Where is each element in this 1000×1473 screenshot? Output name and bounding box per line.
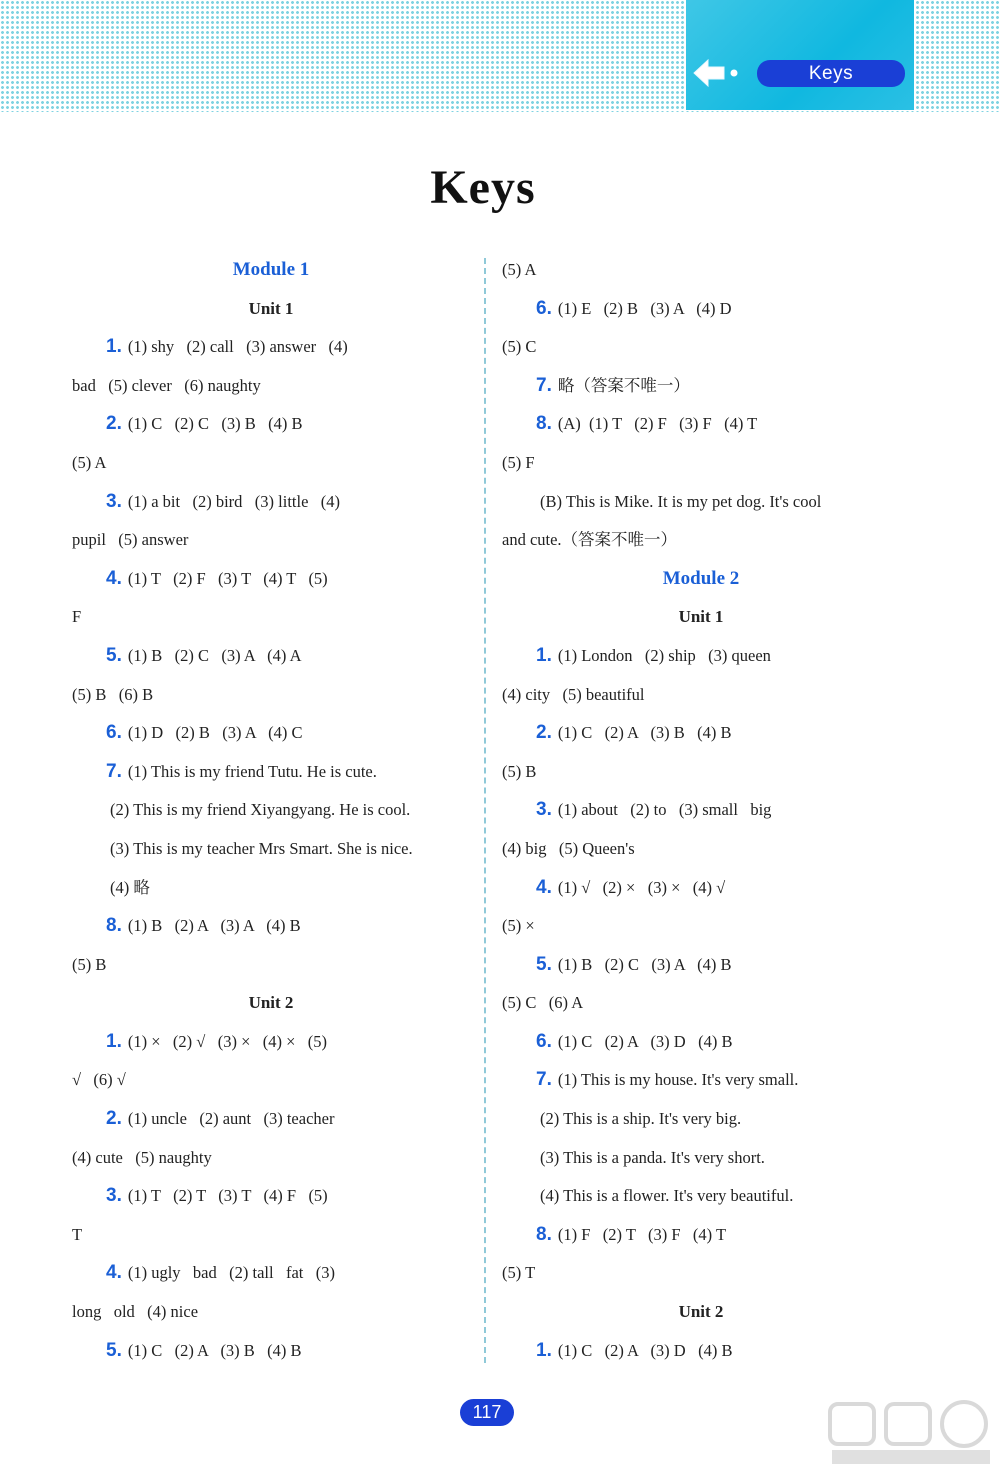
answer-text: (1) F (2) T (3) F (4) T xyxy=(557,1224,727,1244)
answer-continuation: pupil (5) answer xyxy=(72,530,189,550)
answer-continuation: (5) C xyxy=(502,337,537,357)
answer-item xyxy=(72,713,470,752)
answer-item xyxy=(502,790,900,829)
answer-text: (1) London (2) ship (3) queen xyxy=(557,645,771,665)
question-number: 1. xyxy=(536,644,552,666)
question-number: 2. xyxy=(536,722,552,744)
answer-item xyxy=(502,1215,900,1254)
question-number: 3. xyxy=(536,799,552,821)
answer-subline: (4) 略 xyxy=(110,877,150,897)
answer-continuation: bad (5) clever (6) naughty xyxy=(72,375,261,395)
question-number: 1. xyxy=(536,1339,552,1361)
answer-item xyxy=(72,1331,470,1370)
answer-text: (1) uncle (2) aunt (3) teacher xyxy=(127,1109,335,1129)
answer-text: (1) D (2) B (3) A (4) C xyxy=(127,723,303,743)
answer-continuation: (5) F xyxy=(502,452,535,472)
answer-continuation: F xyxy=(72,607,82,627)
answer-subline: (B) This is Mike. It is my pet dog. It's cool xyxy=(540,491,822,511)
page-title: Keys xyxy=(430,161,536,214)
answer-item xyxy=(502,289,900,328)
answer-text: (1) about (2) to (3) small big xyxy=(557,800,772,820)
answer-item xyxy=(502,636,900,675)
answer-text: (1) C (2) A (3) B (4) B xyxy=(557,723,732,743)
answer-continuation: (4) city (5) beautiful xyxy=(502,684,645,704)
answer-text: (1) T (2) T (3) T (4) F (5) xyxy=(127,1186,328,1206)
answer-subline: (3) This is my teacher Mrs Smart. She is nice. xyxy=(110,838,413,858)
watermark-logo xyxy=(826,1398,996,1468)
question-number: 4. xyxy=(106,1262,122,1284)
answer-continuation: T xyxy=(72,1224,83,1244)
answer-continuation: (4) big (5) Queen's xyxy=(502,838,635,858)
answer-item xyxy=(502,868,900,907)
answer-text: (1) B (2) C (3) A (4) A xyxy=(127,645,302,665)
answer-item xyxy=(72,559,470,598)
answer-continuation: (5) × xyxy=(502,916,535,936)
answer-item xyxy=(72,636,470,675)
question-number: 3. xyxy=(106,490,122,512)
answer-continuation: and cute.（答案不唯一） xyxy=(502,530,678,550)
answer-item xyxy=(502,713,900,752)
question-number: 7. xyxy=(536,1069,552,1091)
answer-text: (1) C (2) A (3) D (4) B xyxy=(557,1031,733,1051)
answer-text: (1) E (2) B (3) A (4) D xyxy=(557,298,732,318)
answer-continuation: (4) cute (5) naughty xyxy=(72,1147,212,1167)
answer-continuation: (5) A xyxy=(72,452,107,472)
answer-text: (1) This is my friend Tutu. He is cute. xyxy=(127,761,377,781)
question-number: 7. xyxy=(536,374,552,396)
answer-subline: (4) This is a flower. It's very beautiful. xyxy=(540,1186,794,1206)
answer-item xyxy=(502,1022,900,1061)
left-answer-column xyxy=(72,250,470,1369)
answer-continuation: (5) B xyxy=(72,954,107,974)
module-heading: Module 1 xyxy=(232,259,310,280)
answer-item xyxy=(72,1099,470,1138)
answer-text: (1) shy (2) call (3) answer (4) xyxy=(127,337,348,357)
question-number: 4. xyxy=(536,876,552,898)
question-number: 6. xyxy=(106,722,122,744)
answer-text: (1) This is my house. It's very small. xyxy=(557,1070,799,1090)
question-number: 8. xyxy=(106,915,122,937)
right-answer-column xyxy=(502,250,900,1369)
question-number: 5. xyxy=(106,644,122,666)
question-number: 5. xyxy=(536,953,552,975)
answer-text: (1) B (2) A (3) A (4) B xyxy=(127,916,301,936)
answer-item xyxy=(72,327,470,366)
answer-continuation: (5) B (6) B xyxy=(72,684,154,704)
answer-item xyxy=(502,404,900,443)
answer-item xyxy=(72,752,470,791)
question-number: 5. xyxy=(106,1339,122,1361)
question-number: 2. xyxy=(106,1108,122,1130)
answer-continuation: √ (6) √ xyxy=(72,1070,126,1090)
unit-heading: Unit 1 xyxy=(678,607,724,627)
answer-continuation: (5) B xyxy=(502,761,537,781)
question-number: 8. xyxy=(536,413,552,435)
answer-continuation: (5) A xyxy=(502,260,537,279)
answer-text: (1) ugly bad (2) tall fat (3) xyxy=(127,1263,335,1283)
question-number: 4. xyxy=(106,567,122,589)
answer-subline: (2) This is my friend Xiyangyang. He is cool. xyxy=(110,800,411,820)
back-arrow-icon xyxy=(692,56,740,90)
unit-heading: Unit 2 xyxy=(248,993,294,1013)
question-number: 2. xyxy=(106,413,122,435)
answer-item xyxy=(502,945,900,984)
answer-text: (1) B (2) C (3) A (4) B xyxy=(557,954,732,974)
question-number: 1. xyxy=(106,1030,122,1052)
answer-item xyxy=(72,1253,470,1292)
answer-item xyxy=(72,1022,470,1061)
answer-text: (1) C (2) A (3) B (4) B xyxy=(127,1340,302,1360)
answer-item xyxy=(72,1176,470,1215)
answer-text: (1) T (2) F (3) T (4) T (5) xyxy=(127,568,328,588)
answer-continuation: (5) C (6) A xyxy=(502,993,584,1013)
answer-text: (1) C (2) A (3) D (4) B xyxy=(557,1340,733,1360)
question-number: 6. xyxy=(536,1030,552,1052)
question-number: 8. xyxy=(536,1223,552,1245)
answer-text: (A) (1) T (2) F (3) F (4) T xyxy=(557,414,758,434)
page-number: 117 xyxy=(460,1399,514,1426)
unit-heading: Unit 2 xyxy=(678,1302,724,1322)
question-number: 6. xyxy=(536,297,552,319)
answer-text: 略（答案不唯一） xyxy=(557,375,690,395)
question-number: 7. xyxy=(106,760,122,782)
answer-text: (1) √ (2) × (3) × (4) √ xyxy=(557,877,726,897)
answer-item xyxy=(502,1060,900,1099)
answer-item xyxy=(72,906,470,945)
column-divider xyxy=(484,258,486,1363)
answer-subline: (2) This is a ship. It's very big. xyxy=(540,1109,742,1129)
header-tab-background xyxy=(686,0,914,110)
answer-text: (1) a bit (2) bird (3) little (4) xyxy=(127,491,341,511)
answer-text: (1) C (2) C (3) B (4) B xyxy=(127,414,303,434)
question-number: 1. xyxy=(106,336,122,358)
answer-item xyxy=(72,404,470,443)
unit-heading: Unit 1 xyxy=(248,298,294,318)
answer-item xyxy=(502,366,900,405)
keys-tab-label: Keys xyxy=(757,60,905,87)
answer-item xyxy=(502,1331,900,1370)
answer-item xyxy=(72,482,470,521)
answer-continuation: long old (4) nice xyxy=(72,1302,199,1322)
question-number: 3. xyxy=(106,1185,122,1207)
answer-continuation: (5) T xyxy=(502,1263,536,1283)
answer-text: (1) × (2) √ (3) × (4) × (5) xyxy=(127,1031,328,1051)
answer-subline: (3) This is a panda. It's very short. xyxy=(540,1147,765,1167)
module-heading: Module 2 xyxy=(662,567,740,589)
